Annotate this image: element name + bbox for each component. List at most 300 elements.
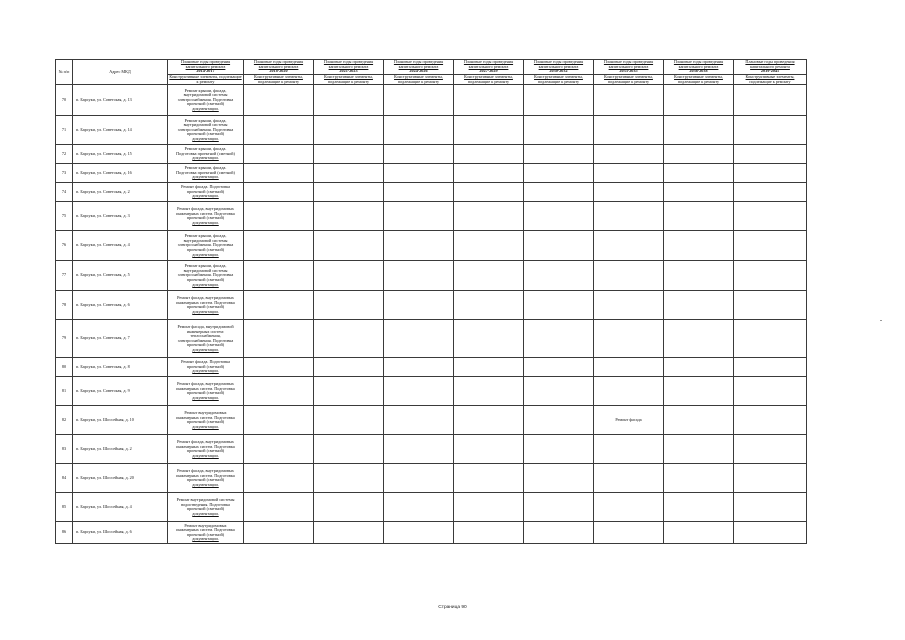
row-period-cell bbox=[594, 493, 664, 522]
row-period-cell bbox=[244, 435, 314, 464]
row-period-cell bbox=[664, 202, 734, 231]
work-line: инженерных систем: bbox=[186, 328, 225, 334]
row-period-cell bbox=[454, 116, 524, 145]
header-sub-6: Конструктивные элементы, подлежащие к ремонту bbox=[594, 75, 664, 85]
row-period-cell bbox=[524, 202, 594, 231]
row-period-cell bbox=[244, 522, 314, 544]
row-period-cell bbox=[734, 320, 807, 358]
work-line: электроснабжения. Подготовка bbox=[177, 337, 234, 343]
table-row bbox=[56, 145, 807, 164]
work-line: Ремонт крыши, фасада, bbox=[184, 233, 227, 239]
row-period-cell bbox=[454, 291, 524, 320]
margin-mark bbox=[880, 320, 882, 321]
row-period-cell bbox=[734, 183, 807, 202]
row-work-2014-2017 bbox=[168, 145, 244, 164]
table-row bbox=[56, 435, 807, 464]
row-period-cell bbox=[384, 464, 454, 493]
row-period-cell bbox=[384, 231, 454, 261]
row-period-cell bbox=[664, 85, 734, 116]
row-period-cell bbox=[664, 116, 734, 145]
row-period-cell bbox=[454, 261, 524, 291]
row-period-cell bbox=[384, 522, 454, 544]
row-number: 79 bbox=[56, 320, 73, 358]
row-number: 73 bbox=[56, 164, 73, 183]
row-work-2014-2017 bbox=[168, 464, 244, 493]
row-period-cell bbox=[454, 320, 524, 358]
row-number: 75 bbox=[56, 202, 73, 231]
row-period-cell bbox=[524, 116, 594, 145]
row-period-cell bbox=[454, 493, 524, 522]
row-period-cell bbox=[314, 202, 384, 231]
header-sub-5: Конструктивные элементы, подлежащие к ремонту bbox=[524, 75, 594, 85]
work-line: проектной (сметной) bbox=[186, 419, 225, 425]
work-line: документации. bbox=[192, 394, 219, 400]
work-line: Ремонт внутридомовой системы bbox=[176, 497, 235, 502]
row-period-cell bbox=[384, 116, 454, 145]
work-line: Ремонт фасада, внутридомовых bbox=[177, 468, 234, 473]
header-sub-4: Конструктивные элементы, подлежащие к ремонту bbox=[454, 75, 524, 85]
row-number: 78 bbox=[56, 291, 73, 320]
row-work-2014-2017 bbox=[168, 320, 244, 358]
work-line: Ремонт фасада, внутридомовой bbox=[177, 323, 234, 329]
row-number: 81 bbox=[56, 377, 73, 406]
table-row bbox=[56, 85, 807, 116]
row-period-cell bbox=[664, 261, 734, 291]
row-work-2014-2017 bbox=[168, 164, 244, 183]
row-period-cell bbox=[594, 202, 664, 231]
row-work-2014-2017 bbox=[168, 183, 244, 202]
work-line: документации. bbox=[192, 174, 219, 180]
row-period-cell bbox=[244, 85, 314, 116]
row-period-cell bbox=[454, 164, 524, 183]
row-period-cell bbox=[244, 231, 314, 261]
row-address: п. Барсуки, ул. Советская, д. 14 bbox=[73, 116, 168, 145]
row-period-cell bbox=[524, 320, 594, 358]
row-address: п. Барсуки, ул. Советская, д. 7 bbox=[73, 320, 168, 358]
work-line: инженерных систем. Подготовка bbox=[176, 443, 235, 449]
row-period-cell bbox=[734, 377, 807, 406]
work-line: инженерных систем. Подготовка bbox=[176, 299, 235, 305]
row-work-2014-2017 bbox=[168, 435, 244, 464]
row-period-cell bbox=[314, 231, 384, 261]
row-period-cell bbox=[384, 261, 454, 291]
row-period-cell bbox=[384, 183, 454, 202]
row-period-cell bbox=[734, 164, 807, 183]
row-number: 72 bbox=[56, 145, 73, 164]
work-line: Ремонт крыши, фасада. bbox=[184, 146, 227, 152]
row-address: п. Барсуки, ул. Советская, д. 13 bbox=[73, 85, 168, 116]
row-period-cell bbox=[664, 522, 734, 544]
row-period-cell bbox=[664, 320, 734, 358]
row-period-cell bbox=[384, 320, 454, 358]
work-line: Ремонт фасада. Подготовка bbox=[181, 184, 230, 190]
row-period-cell bbox=[454, 202, 524, 231]
row-period-cell bbox=[454, 377, 524, 406]
work-line: документации. bbox=[192, 155, 219, 161]
row-period-cell bbox=[664, 464, 734, 493]
row-period-cell bbox=[524, 493, 594, 522]
row-period-cell bbox=[594, 435, 664, 464]
work-line: электроснабжения. Подготовка bbox=[177, 96, 234, 102]
row-number: 74 bbox=[56, 183, 73, 202]
work-line: водоотведения. Подготовка bbox=[181, 501, 230, 507]
work-line: проектной (сметной) bbox=[186, 477, 225, 483]
row-period-cell bbox=[314, 116, 384, 145]
row-period-cell bbox=[594, 183, 664, 202]
row-period-cell bbox=[384, 493, 454, 522]
row-period-cell bbox=[314, 291, 384, 320]
row-period-cell bbox=[664, 231, 734, 261]
work-line: Ремонт внутридомовых bbox=[184, 522, 227, 528]
header-num: № п/п bbox=[56, 60, 73, 85]
table-row bbox=[56, 320, 807, 358]
row-period-cell bbox=[244, 183, 314, 202]
row-period-cell bbox=[244, 145, 314, 164]
table-row bbox=[56, 116, 807, 145]
row-period-cell bbox=[384, 377, 454, 406]
row-period-cell bbox=[594, 231, 664, 261]
row-period-cell bbox=[734, 522, 807, 544]
table-row bbox=[56, 406, 807, 435]
work-line: Ремонт крыши, фасада, bbox=[184, 263, 227, 269]
row-period-cell: Ремонт фасада bbox=[594, 406, 664, 435]
row-number: 82 bbox=[56, 406, 73, 435]
row-period-cell bbox=[384, 85, 454, 116]
row-period-cell bbox=[244, 116, 314, 145]
work-line: документации. bbox=[192, 281, 219, 287]
row-period-cell bbox=[314, 464, 384, 493]
header-sub-7: Конструктивные элементы, подлежащие к ремонту bbox=[664, 75, 734, 85]
table-row bbox=[56, 183, 807, 202]
row-number: 85 bbox=[56, 493, 73, 522]
row-period-cell bbox=[734, 145, 807, 164]
row-period-cell bbox=[594, 85, 664, 116]
row-period-cell bbox=[524, 231, 594, 261]
row-period-cell bbox=[244, 406, 314, 435]
row-period-cell bbox=[524, 261, 594, 291]
header-period-2: Плановые годы проведения капитального ремонта 2021-2023 bbox=[314, 60, 384, 75]
row-address: п. Барсуки, ул. Шоссейная, д. 10 bbox=[73, 406, 168, 435]
row-period-cell bbox=[734, 435, 807, 464]
work-line: документации. bbox=[192, 193, 219, 199]
table-row bbox=[56, 231, 807, 261]
row-period-cell bbox=[454, 358, 524, 377]
header-period-5: Плановые годы проведения капитального ремонта 2030-2032 bbox=[524, 60, 594, 75]
row-work-2014-2017 bbox=[168, 116, 244, 145]
row-period-cell bbox=[734, 464, 807, 493]
header-period-3: Плановые годы проведения капитального ремонта 2024-2026 bbox=[384, 60, 454, 75]
row-address: п. Барсуки, ул. Советская, д. 3 bbox=[73, 202, 168, 231]
row-period-cell bbox=[524, 435, 594, 464]
work-line: внутридомовой системы bbox=[183, 122, 228, 128]
row-period-cell bbox=[454, 435, 524, 464]
work-line: электроснабжения. Подготовка bbox=[177, 126, 234, 132]
row-work-2014-2017 bbox=[168, 493, 244, 522]
header-sub-2: Конструктивные элементы, подлежащие к ремонту bbox=[314, 75, 384, 85]
row-address: п. Барсуки, ул. Шоссейная, д. 4 bbox=[73, 493, 168, 522]
row-address: п. Барсуки, ул. Шоссейная, д. 2 bbox=[73, 435, 168, 464]
row-period-cell bbox=[314, 85, 384, 116]
row-period-cell bbox=[734, 202, 807, 231]
row-period-cell bbox=[664, 377, 734, 406]
row-period-cell bbox=[384, 358, 454, 377]
page-number: Страница 90 bbox=[438, 605, 467, 610]
work-line: Ремонт фасада. Подготовка bbox=[181, 359, 230, 365]
row-period-cell bbox=[454, 183, 524, 202]
row-period-cell bbox=[734, 493, 807, 522]
row-period-cell bbox=[454, 145, 524, 164]
row-period-cell bbox=[244, 202, 314, 231]
row-period-cell bbox=[664, 493, 734, 522]
work-line: документации. bbox=[192, 481, 219, 487]
header-period-6: Плановые годы проведения капитального ремонта 2033-2035 bbox=[594, 60, 664, 75]
work-line: документации. bbox=[192, 368, 219, 374]
header-sub-8: Конструктивные элементы, подлежащие к ремонту bbox=[734, 75, 807, 85]
row-period-cell bbox=[524, 464, 594, 493]
row-period-cell bbox=[594, 320, 664, 358]
row-address: п. Барсуки, ул. Шоссейная, д. 20 bbox=[73, 464, 168, 493]
row-period-cell bbox=[594, 116, 664, 145]
work-line: документации. bbox=[192, 251, 219, 257]
row-period-cell bbox=[314, 406, 384, 435]
row-period-cell bbox=[384, 291, 454, 320]
header-row-periods bbox=[56, 60, 807, 75]
work-line: Ремонт внутридомовых bbox=[184, 410, 227, 415]
row-period-cell bbox=[314, 320, 384, 358]
row-period-cell bbox=[594, 261, 664, 291]
row-work-2014-2017 bbox=[168, 522, 244, 544]
row-period-cell bbox=[734, 406, 807, 435]
header-period-7: Плановые годы проведения капитального ремонта 2036-2038 bbox=[664, 60, 734, 75]
work-line: документации. bbox=[192, 346, 219, 352]
row-address: п. Барсуки, ул. Советская, д. 9 bbox=[73, 377, 168, 406]
row-period-cell bbox=[314, 183, 384, 202]
row-number: 76 bbox=[56, 231, 73, 261]
row-number: 83 bbox=[56, 435, 73, 464]
header-sub-3: Конструктивные элементы, подлежащие к ремонту bbox=[384, 75, 454, 85]
row-period-cell bbox=[454, 522, 524, 544]
row-period-cell bbox=[664, 145, 734, 164]
row-period-cell bbox=[244, 377, 314, 406]
row-address: п. Барсуки, ул. Советская, д. 16 bbox=[73, 164, 168, 183]
row-work-2014-2017 bbox=[168, 291, 244, 320]
row-period-cell bbox=[314, 522, 384, 544]
work-line: документации. bbox=[192, 308, 219, 314]
work-line: инженерных систем. Подготовка bbox=[176, 385, 235, 391]
row-number: 77 bbox=[56, 261, 73, 291]
row-period-cell bbox=[594, 358, 664, 377]
row-period-cell bbox=[384, 435, 454, 464]
work-line: проектной (сметной) bbox=[186, 215, 225, 221]
row-period-cell bbox=[244, 320, 314, 358]
capital-repair-plan-table bbox=[55, 59, 807, 544]
work-line: проектной (сметной) bbox=[186, 506, 225, 512]
work-line: Подготовка проектной (сметной) bbox=[176, 169, 235, 175]
table-row bbox=[56, 377, 807, 406]
header-period-1: Плановые годы проведения капитального ремонта 2018-2020 bbox=[244, 60, 314, 75]
row-period-cell bbox=[594, 377, 664, 406]
header-period-8: Плановые годы проведения капитального ремонта 2039-2041 bbox=[734, 60, 807, 75]
work-line: Подготовка проектной (сметной) bbox=[176, 150, 235, 156]
work-line: проектной (сметной) bbox=[186, 101, 225, 107]
row-period-cell bbox=[314, 358, 384, 377]
row-period-cell bbox=[384, 164, 454, 183]
row-work-2014-2017 bbox=[168, 261, 244, 291]
work-line: документации. bbox=[192, 423, 219, 429]
row-period-cell bbox=[664, 358, 734, 377]
table-row bbox=[56, 291, 807, 320]
row-period-cell bbox=[524, 145, 594, 164]
row-period-cell bbox=[454, 85, 524, 116]
row-period-cell bbox=[244, 464, 314, 493]
header-row-sub bbox=[56, 75, 807, 85]
work-line: Ремонт фасада, внутридомовых bbox=[177, 439, 234, 444]
row-period-cell bbox=[244, 261, 314, 291]
row-period-cell bbox=[594, 291, 664, 320]
row-work-2014-2017 bbox=[168, 358, 244, 377]
row-work-2014-2017 bbox=[168, 85, 244, 116]
row-period-cell bbox=[664, 291, 734, 320]
work-line: документации. bbox=[192, 536, 219, 542]
row-period-cell bbox=[244, 291, 314, 320]
work-line: проектной (сметной) bbox=[186, 390, 225, 396]
work-line: теплоснабжения, bbox=[190, 333, 221, 339]
work-line: проектной (сметной) bbox=[186, 363, 225, 369]
work-line: инженерных систем. Подготовка bbox=[176, 414, 235, 420]
row-number: 86 bbox=[56, 522, 73, 544]
row-period-cell bbox=[734, 116, 807, 145]
row-number: 70 bbox=[56, 85, 73, 116]
work-line: документации. bbox=[192, 452, 219, 458]
work-line: проектной (сметной) bbox=[186, 531, 225, 537]
work-line: проектной (сметной) bbox=[186, 246, 225, 252]
row-period-cell bbox=[314, 435, 384, 464]
row-address: п. Барсуки, ул. Советская, д. 6 bbox=[73, 291, 168, 320]
row-period-cell bbox=[454, 406, 524, 435]
work-line: проектной (сметной) bbox=[186, 342, 225, 348]
row-work-2014-2017 bbox=[168, 406, 244, 435]
row-period-cell bbox=[384, 406, 454, 435]
row-period-cell bbox=[314, 261, 384, 291]
work-line: документации. bbox=[192, 106, 219, 112]
work-line: инженерных систем. Подготовка bbox=[176, 527, 235, 533]
table-row bbox=[56, 164, 807, 183]
work-line: внутридомовой системы bbox=[183, 237, 228, 243]
row-period-cell bbox=[524, 85, 594, 116]
row-period-cell bbox=[734, 85, 807, 116]
row-period-cell bbox=[594, 464, 664, 493]
row-period-cell bbox=[664, 406, 734, 435]
row-address: п. Барсуки, ул. Советская, д. 15 bbox=[73, 145, 168, 164]
row-period-cell bbox=[734, 231, 807, 261]
work-line: инженерных систем. Подготовка bbox=[176, 210, 235, 216]
work-line: проектной (сметной) bbox=[186, 276, 225, 282]
work-line: проектной (сметной) bbox=[186, 188, 225, 194]
row-period-cell bbox=[314, 145, 384, 164]
header-address: Адрес МКД bbox=[73, 60, 168, 85]
row-work-2014-2017 bbox=[168, 231, 244, 261]
work-line: проектной (сметной) bbox=[186, 448, 225, 454]
work-line: документации. bbox=[192, 219, 219, 225]
row-period-cell bbox=[524, 522, 594, 544]
row-period-cell bbox=[664, 164, 734, 183]
work-line: Ремонт крыши, фасада, bbox=[184, 117, 227, 123]
work-line: электроснабжения. Подготовка bbox=[177, 242, 234, 248]
row-period-cell bbox=[244, 164, 314, 183]
work-line: документации. bbox=[192, 510, 219, 516]
row-number: 71 bbox=[56, 116, 73, 145]
work-line: внутридомовой системы bbox=[183, 267, 228, 273]
header-sub-0: Конструктивные элементы, подлежащие к ремонту bbox=[169, 74, 242, 84]
row-period-cell bbox=[524, 358, 594, 377]
row-period-cell bbox=[524, 164, 594, 183]
row-period-cell bbox=[594, 145, 664, 164]
row-period-cell bbox=[314, 164, 384, 183]
row-period-cell bbox=[734, 291, 807, 320]
work-line: электроснабжения. Подготовка bbox=[177, 272, 234, 278]
work-line: Ремонт фасада, внутридомовых bbox=[177, 206, 234, 211]
row-address: п. Барсуки, ул. Советская, д. 8 bbox=[73, 358, 168, 377]
row-period-cell bbox=[594, 522, 664, 544]
row-address: п. Барсуки, ул. Советская, д. 4 bbox=[73, 231, 168, 261]
row-period-cell bbox=[454, 464, 524, 493]
row-number: 80 bbox=[56, 358, 73, 377]
row-address: п. Барсуки, ул. Шоссейная, д. 6 bbox=[73, 522, 168, 544]
work-line: Ремонт фасада, внутридомовых bbox=[177, 295, 234, 300]
row-period-cell bbox=[594, 164, 664, 183]
row-period-cell bbox=[664, 183, 734, 202]
work-line: Ремонт фасада, внутридомовых bbox=[177, 381, 234, 386]
row-period-cell bbox=[524, 183, 594, 202]
row-work-2014-2017 bbox=[168, 202, 244, 231]
row-work-2014-2017 bbox=[168, 377, 244, 406]
work-line: Ремонт крыши, фасада. bbox=[184, 165, 227, 171]
row-address: п. Барсуки, ул. Советская, д. 5 bbox=[73, 261, 168, 291]
row-address: п. Барсуки, ул. Советская, д. 2 bbox=[73, 183, 168, 202]
row-period-cell bbox=[244, 358, 314, 377]
row-period-cell bbox=[314, 493, 384, 522]
row-period-cell bbox=[524, 406, 594, 435]
table-row bbox=[56, 202, 807, 231]
table-row bbox=[56, 261, 807, 291]
row-number: 84 bbox=[56, 464, 73, 493]
work-line: инженерных систем. Подготовка bbox=[176, 472, 235, 478]
table-row bbox=[56, 358, 807, 377]
header-period-0: Плановые годы проведения капитального ремонта 2014-2017 bbox=[168, 60, 244, 75]
row-period-cell bbox=[734, 261, 807, 291]
row-period-cell bbox=[244, 493, 314, 522]
row-period-cell bbox=[384, 145, 454, 164]
row-period-cell bbox=[524, 291, 594, 320]
row-period-cell bbox=[454, 231, 524, 261]
work-line: Ремонт крыши, фасада, bbox=[184, 87, 227, 93]
work-line: проектной (сметной) bbox=[186, 131, 225, 137]
row-period-cell bbox=[314, 377, 384, 406]
work-line: внутридомовой системы bbox=[183, 92, 228, 98]
table-row bbox=[56, 464, 807, 493]
table-row bbox=[56, 522, 807, 544]
row-period-cell bbox=[664, 435, 734, 464]
row-period-cell bbox=[524, 377, 594, 406]
header-period-4: Плановые годы проведения капитального ремонта 2027-2029 bbox=[454, 60, 524, 75]
table-body bbox=[56, 85, 807, 544]
work-line: документации. bbox=[192, 136, 219, 142]
row-period-cell bbox=[384, 202, 454, 231]
table-row bbox=[56, 493, 807, 522]
row-period-cell bbox=[734, 358, 807, 377]
work-line: проектной (сметной) bbox=[186, 304, 225, 310]
header-sub-1: Конструктивные элементы, подлежащие к ремонту bbox=[244, 75, 314, 85]
